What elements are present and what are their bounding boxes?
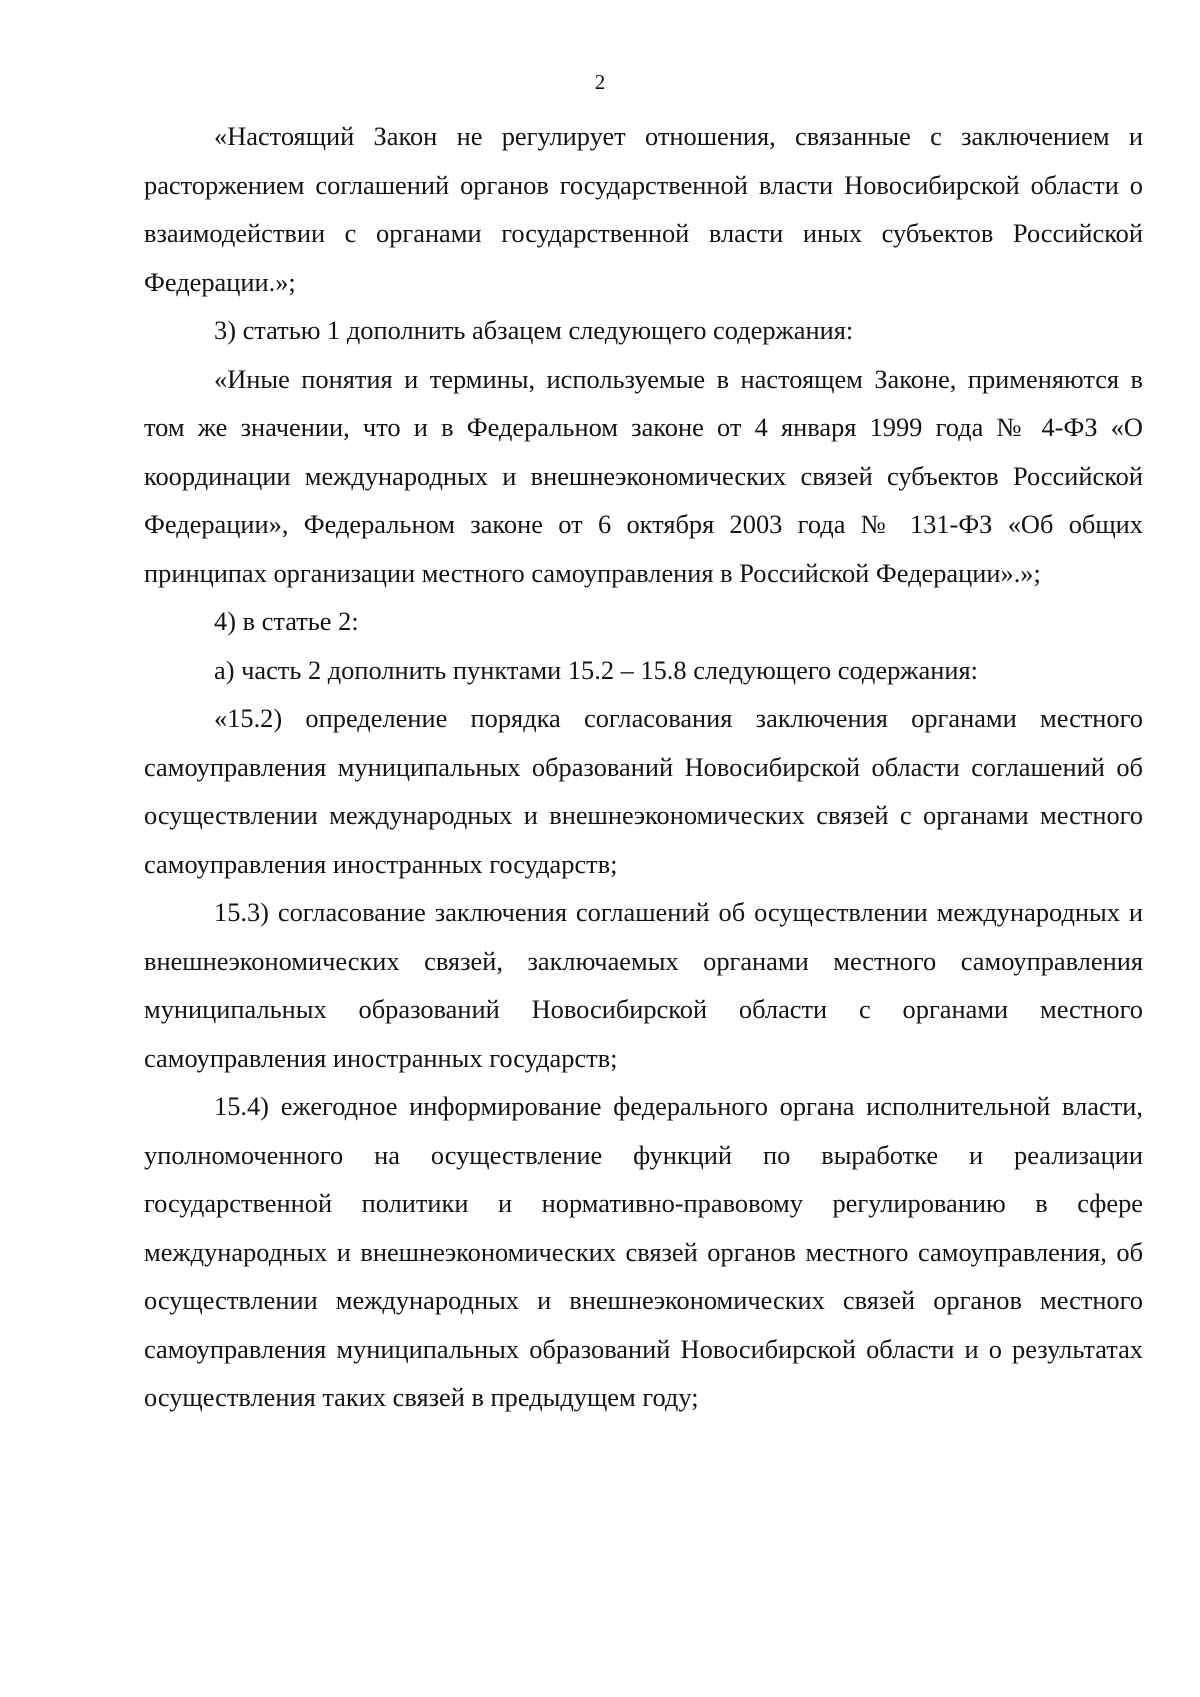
paragraph-terms-definition: «Иные понятия и термины, используемые в настоящем Законе, применяются в том же значении, что и в Федеральном законе от 4 января 1999 года № 4-ФЗ «О координации международных и внешнеэкономических связей субъектов Российской Федерации», Федеральном законе от 6 октября 2003 года № 131-ФЗ «Об общих принципах организации местного самоуправления в Российской Федерации».»; — [144, 363, 1143, 588]
paragraph-point-15-4: 15.4) ежегодное информирование федерального органа исполнительной власти, уполномоченного на осуществление функций по выработке и реализации государственной политики и нормативно-правовому регулированию в сфере международных и внешнеэкономических связей органов местного самоуправления, об осуществлении международных и внешнеэкономических связей органов местного самоуправления муниципальных образований Новосибирской области и о результатах осуществления таких связей в предыдущем году; — [144, 1091, 1143, 1412]
paragraph-closing-quote: «Настоящий Закон не регулирует отношения, связанные с заключением и расторжением соглашений органов государственной власти Новосибирской области о взаимодействии с органами государственной власти иных субъектов Российской Федерации.»; — [144, 121, 1143, 297]
paragraph-item-3: 3) статью 1 дополнить абзацем следующего содержания: — [214, 315, 854, 345]
paragraph-subitem-a: а) часть 2 дополнить пунктами 15.2 – 15.8 следующего содержания: — [214, 654, 978, 685]
paragraph-point-15-2: «15.2) определение порядка согласования заключения органами местного самоуправления муниципальных образований Новосибирской области соглашений об осуществлении международных и внешнеэкономических связей с органами местного самоуправления иностранных государств; — [144, 703, 1143, 879]
page-number: 2 — [594, 70, 606, 94]
document-body — [144, 112, 1143, 1422]
paragraph-point-15-3: 15.3) согласование заключения соглашений об осуществлении международных и внешнеэкономических связей, заключаемых органами местного самоуправления муниципальных образований Новосибирской области с органами местного самоуправления иностранных государств; — [144, 897, 1143, 1073]
paragraph-item-4: 4) в статье 2: — [214, 606, 359, 636]
